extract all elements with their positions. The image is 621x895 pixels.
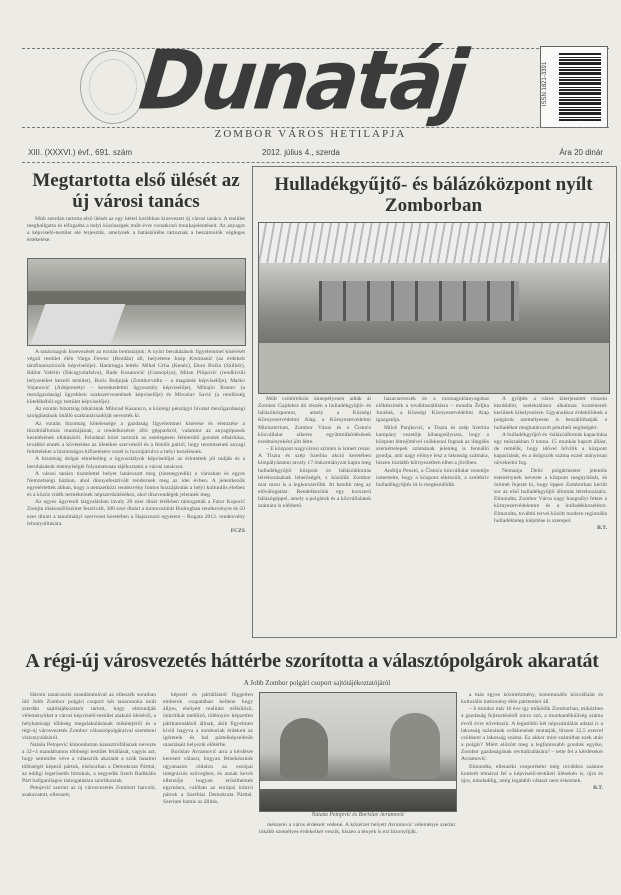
article-title-wrap	[256, 174, 611, 216]
barcode	[540, 46, 608, 128]
paragraph: A gyűjtés a város kiterjesztett részein kezdődött, szelektálásra alkalmas konténerek kerülnek kihelyezésre. Ugyanakkor érdeklődnek a polgárok személyesen is beszállíthatják a hulladékot meghatározott pénzbeli segítségért.	[494, 396, 607, 431]
photo-person	[280, 718, 328, 778]
article-column	[259, 822, 455, 888]
council-meeting-photo	[27, 258, 246, 346]
price: Ára 20 dinár	[559, 148, 603, 157]
article-subtitle: A Jobb Zombor polgári csoport sajtótájékoztatójáról	[243, 679, 391, 687]
paragraph: Múlt csütörtökön ünnepélyesen adták át Zombor Gajdobra úti részén a hulladékgyűjtő- és bálázóközpontot, amely a Községi Környezetvédelmi Alap, a Környezetvédelmi Minisztérium, Zombor Város és a Čistoća közvállalat sikeres együttműködésének eredményeként jött létre.	[258, 396, 371, 445]
paragraph: A hulladékgyűjtő és -bálázóállomás kapacitása egy műszakban 9 tonna. 15 munkás kapott állást, de remélik, hogy idővel bővítik a központ kapacitását, és a dolgozók száma ezzel arányosan növekedni fog.	[494, 431, 607, 467]
article-column	[163, 692, 253, 888]
paragraph: a más egyes közintézmény, kommunális közvállalat és kulturális intézmény élén pártember áll.	[461, 692, 603, 706]
author-signature: B.T.	[597, 524, 607, 531]
paragraph: Múlt szerdán tartotta első ülését az egy héttel korábban kinevezett új városi tanács. A testület meghallgatta és elfogadta a helyi közösségek múlt évre vonatkozó munkajelentéseit. Az anyagot a képviselő-testület elé terjesztik, amelynek a hatáskörébe tartoznak a beszámolók végleges értékelése.	[27, 216, 245, 244]
paragraph: A városi tanács tisztelettel helyet határozott meg (tizenegyedik) a városban és egyes Nemzetiségi házban, ahol dinnyefesztivált rendeznek meg az idei évben. A jelentkezők egyetértettek abban, hogy a nemzetközi rendezvény fontos hozzájárulás a helyi kulturális élethez és a közös vidék termékeinek népszerűsítéséhez, ahol díszvendégek jelennek meg.	[27, 470, 245, 499]
author-signature: FCZS	[230, 527, 245, 534]
article-title[interactable]: Megtartotta első ülését az új városi tanács	[32, 170, 240, 212]
article-column	[376, 396, 489, 632]
paragraph: Nataša Petojević kimondottan katasztrófálisnak nevezte a 32+4 mandátumos többségi testület felállását, vagyis azt, hogy semmibe véve a választók akaratát a szűk hatalmi többségét képező pártok, elsősorban a Demokrata Párttal, az eddigi legerősebb birtokuk, a negyedik Szerb Radikális Párt hallgatólagos támogatására szorítkoztak.	[22, 742, 156, 784]
masthead-subtitle: ZOMBOR VÁROS HETILAPJA	[214, 128, 407, 140]
photo-shelving	[319, 281, 519, 321]
paragraph: A tanácstagok kinevezését az ezután bemutatjuk: A nyári beruházások figyelemmel kísérését végző testület élén Varga Ferenc (Bezdán) áll, helyettese Josip Krstmanić (az érdekelt társfinanszírozók képviselője). Határtagja lettek: Mihal Grba (Kenéz), Đuro Božin (Szilbér), Bálint Valérin (Bácsgyulafalva), Rade Kosanović (Csonoplya), Milan Pilipović (rendkívüli helyzeteket kezelő testület), Boris Boljnjak (Zomborvidin – a magánok képviselője), Marko Vojanović (Adóprenétyi – kereskedelmi ügyosztály képviselője), Mihajlo Romer (a mezőgazdasági ügyekben szakszervezetének képviselője) és Miroslav Savić (a rendőrség kötelékéből egy testület képviselője).	[27, 349, 245, 406]
article-intro	[27, 216, 245, 256]
paragraph: – E központ nagyvárosi szinten is ismert része. A Tiszta és szép Szerbia akció keretében kimpályázaton tavaly 17 önkormányzat kapta meg hulladékgyűjtő központ és bálázóállomás létrehozásának lehetőségét, s közülük Zombor már most is a legkorszerűbb. Itt kezdik meg az előválogatást. Rendelkezünk egy korszerű bálázógéppel, amely a polgárok és a közvállalatok számára is elérhető.	[258, 446, 371, 510]
issue-number: XIII. (XXXVI.) évf., 691. szám	[28, 148, 133, 157]
paragraph: Az ezután bizottság titkárának Milorad Kasanico, a községi pénzügyi hivatal mezőgazdasági szolgálatának önálló szaktanácsadóját nevezték ki.	[27, 406, 245, 420]
paragraph: képzett és pártállástól független emberek csapatában kellene hogy álljon, ehelyett realitást nélkülöző, önkritikát mellőző, többnyire képzetlen pártkatonákból állnak, akik figyelmen kívül hagyva a zomboriak érdekeit az ígéreteik és bal pártelképzelésük utasításait helyezik előtérbe.	[163, 692, 253, 749]
paragraph: Az egyes ügyrendi tárgyalásban tavaly 20 ezer dinár értékben támogatták a Fatur Kuporić Zrenjin tüskeszőlőszüret fesztivált, 300 ezer dinárt a motorostúrát Bodrogban rendezvényre és 50 ezer dinárt a tanulmányi szervezet keretében a Hajszosztó egyetem – Rogata 2012. rendezvény lebonyolítására.	[27, 499, 245, 527]
issue-date: 2012. július 4., szerda	[262, 148, 340, 157]
issn: ISSN 1821-3391	[542, 61, 549, 107]
masthead-logo: Dunatáj	[135, 33, 470, 129]
paragraph: Andrija Penzel, a Čistoća közvállalat vezetője ismertette, hogy a központ elkészült, a szelektív hulladékgyűjtés itt is megkezdődik.	[376, 467, 489, 488]
paragraph: mészerei a város érdekeit védené. A közérzet helyett Avramović véleménye szerint inkább személyes érdekeiket veszik, hiszen a tények is ezt bizonyítják.	[259, 822, 455, 836]
photo-floor	[259, 343, 609, 393]
photo-table	[31, 304, 126, 344]
paragraph: A bizottság dolgai elméletileg a ügyosztályok képviselőjei az érintettek jól tudják és a beruházások mennyiségét folyamatosan tájékoztatni a városi tanácsot.	[27, 456, 245, 470]
barcode-bars	[559, 53, 601, 121]
photo-caption: Nataša Petojević és Borislav Avramović	[311, 812, 405, 818]
article-column	[258, 396, 371, 632]
paragraph: – S mindez már 16 éve így működik Zomborban, miközben a gazdaság fejlesztéséről nincs szó, a munkanélküliség száma évről évre növekszik. A legutóbbi két népszámlálás adatai is a lakosság számának csökkenését mutatják, hiszen 12,5 ezerrel csökkent a lakosság száma. Ez akkor mire számíthat ezek után a polgár? Miért előzött meg a legfontosabb gondok egyike, Zombor gazdaságának revitalizálására? – tette fel a kérdéseket Avramović.	[461, 706, 603, 763]
paragraph: Nemanja Delić polgármester jelentős eseménynek nevezte a központ megnyitását, és örömét fejezte ki, hogy éppen Zomborban került sor az első hulladékgyűjtő állomás létrehozására. Elmondta, Zombor Város nagy hangsúlyt fektet a környezetvédelemre és a hulladékkezelésre. Elmondta, további tervei között modern regionális hulladéktelep kiépítése is szerepel.	[494, 467, 607, 524]
photo-roof	[259, 223, 609, 263]
article-column	[494, 396, 607, 632]
article-body	[27, 349, 245, 639]
article-column	[22, 692, 156, 888]
photo-table	[28, 291, 245, 305]
author-signature: B.T.	[593, 785, 603, 792]
waste-center-photo	[258, 222, 610, 394]
paragraph: hazacserezzék és a csomagolóanyagokat előkészítsék a továbbszállításra – mondta Željka Jurašuk, a Községi Környezetvédelmi Alap igazgatója.	[376, 396, 489, 424]
article-city-council	[24, 170, 248, 212]
article-column	[461, 692, 603, 888]
article-title[interactable]: Hulladékgyűjtő- és bálázóközpont nyílt Zomborban	[274, 174, 593, 216]
photo-person	[390, 713, 440, 779]
paragraph: Három tanácsnoki mandátumával az ellenzék soraiban ülő Jobb Zombor polgári csoport két tanácsnoka múlt szerdán sajtótájékoztatót tartott, hogy elmondják véleményüket a városi képviselő-testület alakuló üléséről, a helyhatósági többség megalakulásának mikéntjéről és a régi-új városvezetés Zombor választópolgáraival szembeni viszonyulásáról.	[22, 692, 156, 741]
paragraph: Borislav Avramović arra a kérdésre keresett választ, hogyan fémekészünk ugyanazon oldalon az európai integrációs szövegben, és annak kevés ellenzője hogyan erősíthetnek egymásra, valóban az európai irányú pártok a Szerbiai Demokrata Párttal. Szerinte hamis az állítás,	[163, 749, 253, 806]
article-title[interactable]: A régi-új városvezetés háttérbe szorította a választópolgárok akaratát	[25, 650, 599, 672]
photo-table	[260, 781, 456, 789]
press-conference-photo	[259, 692, 457, 812]
paragraph: Elmondta, ellenzéki csoportként még továbbra számos konkrét témával fel a képviselő-testületi ülésekén is, újra és újra, mindaddig, amíg legalább választ nem érkeznek.	[461, 763, 603, 784]
paragraph: Miloš Panjković, a Tiszta és szép Szerbia kampány vezetője kihangsúlyozta, hogy a központ létrejöttével csökkenni fognak az illegális szeméttelepek számának jelenleg is fennálló gondja, ami nagy előnye lesz a lakosság számára, hiszen tisztább környezetben élhet a jövőben.	[376, 424, 489, 467]
divider	[22, 162, 609, 163]
paragraph: Az ezután bizottság kötelessége a gazdaság figyelemmel kísérése és elemzése a tűzoltóállomás munkájának, a rendelkezésre álló gépparkról, valamint az anyagtípusok kezelésének ellátásáról. Feladatai közé tartozik az esetlegesen felmerülő gondok elhárítása, továbbá ennek a követelése az illetékes szervektől és a felelős pártól, hogy teremtsenek anyagi feltételeket a biztonságos kifizetésére ezzel is hozzájárulva a helyi kezelésnek.	[27, 420, 245, 456]
paragraph: Petojević szerint az új városvezetés Zombort harcoló, szakavatott, ellenzett,	[22, 785, 156, 799]
